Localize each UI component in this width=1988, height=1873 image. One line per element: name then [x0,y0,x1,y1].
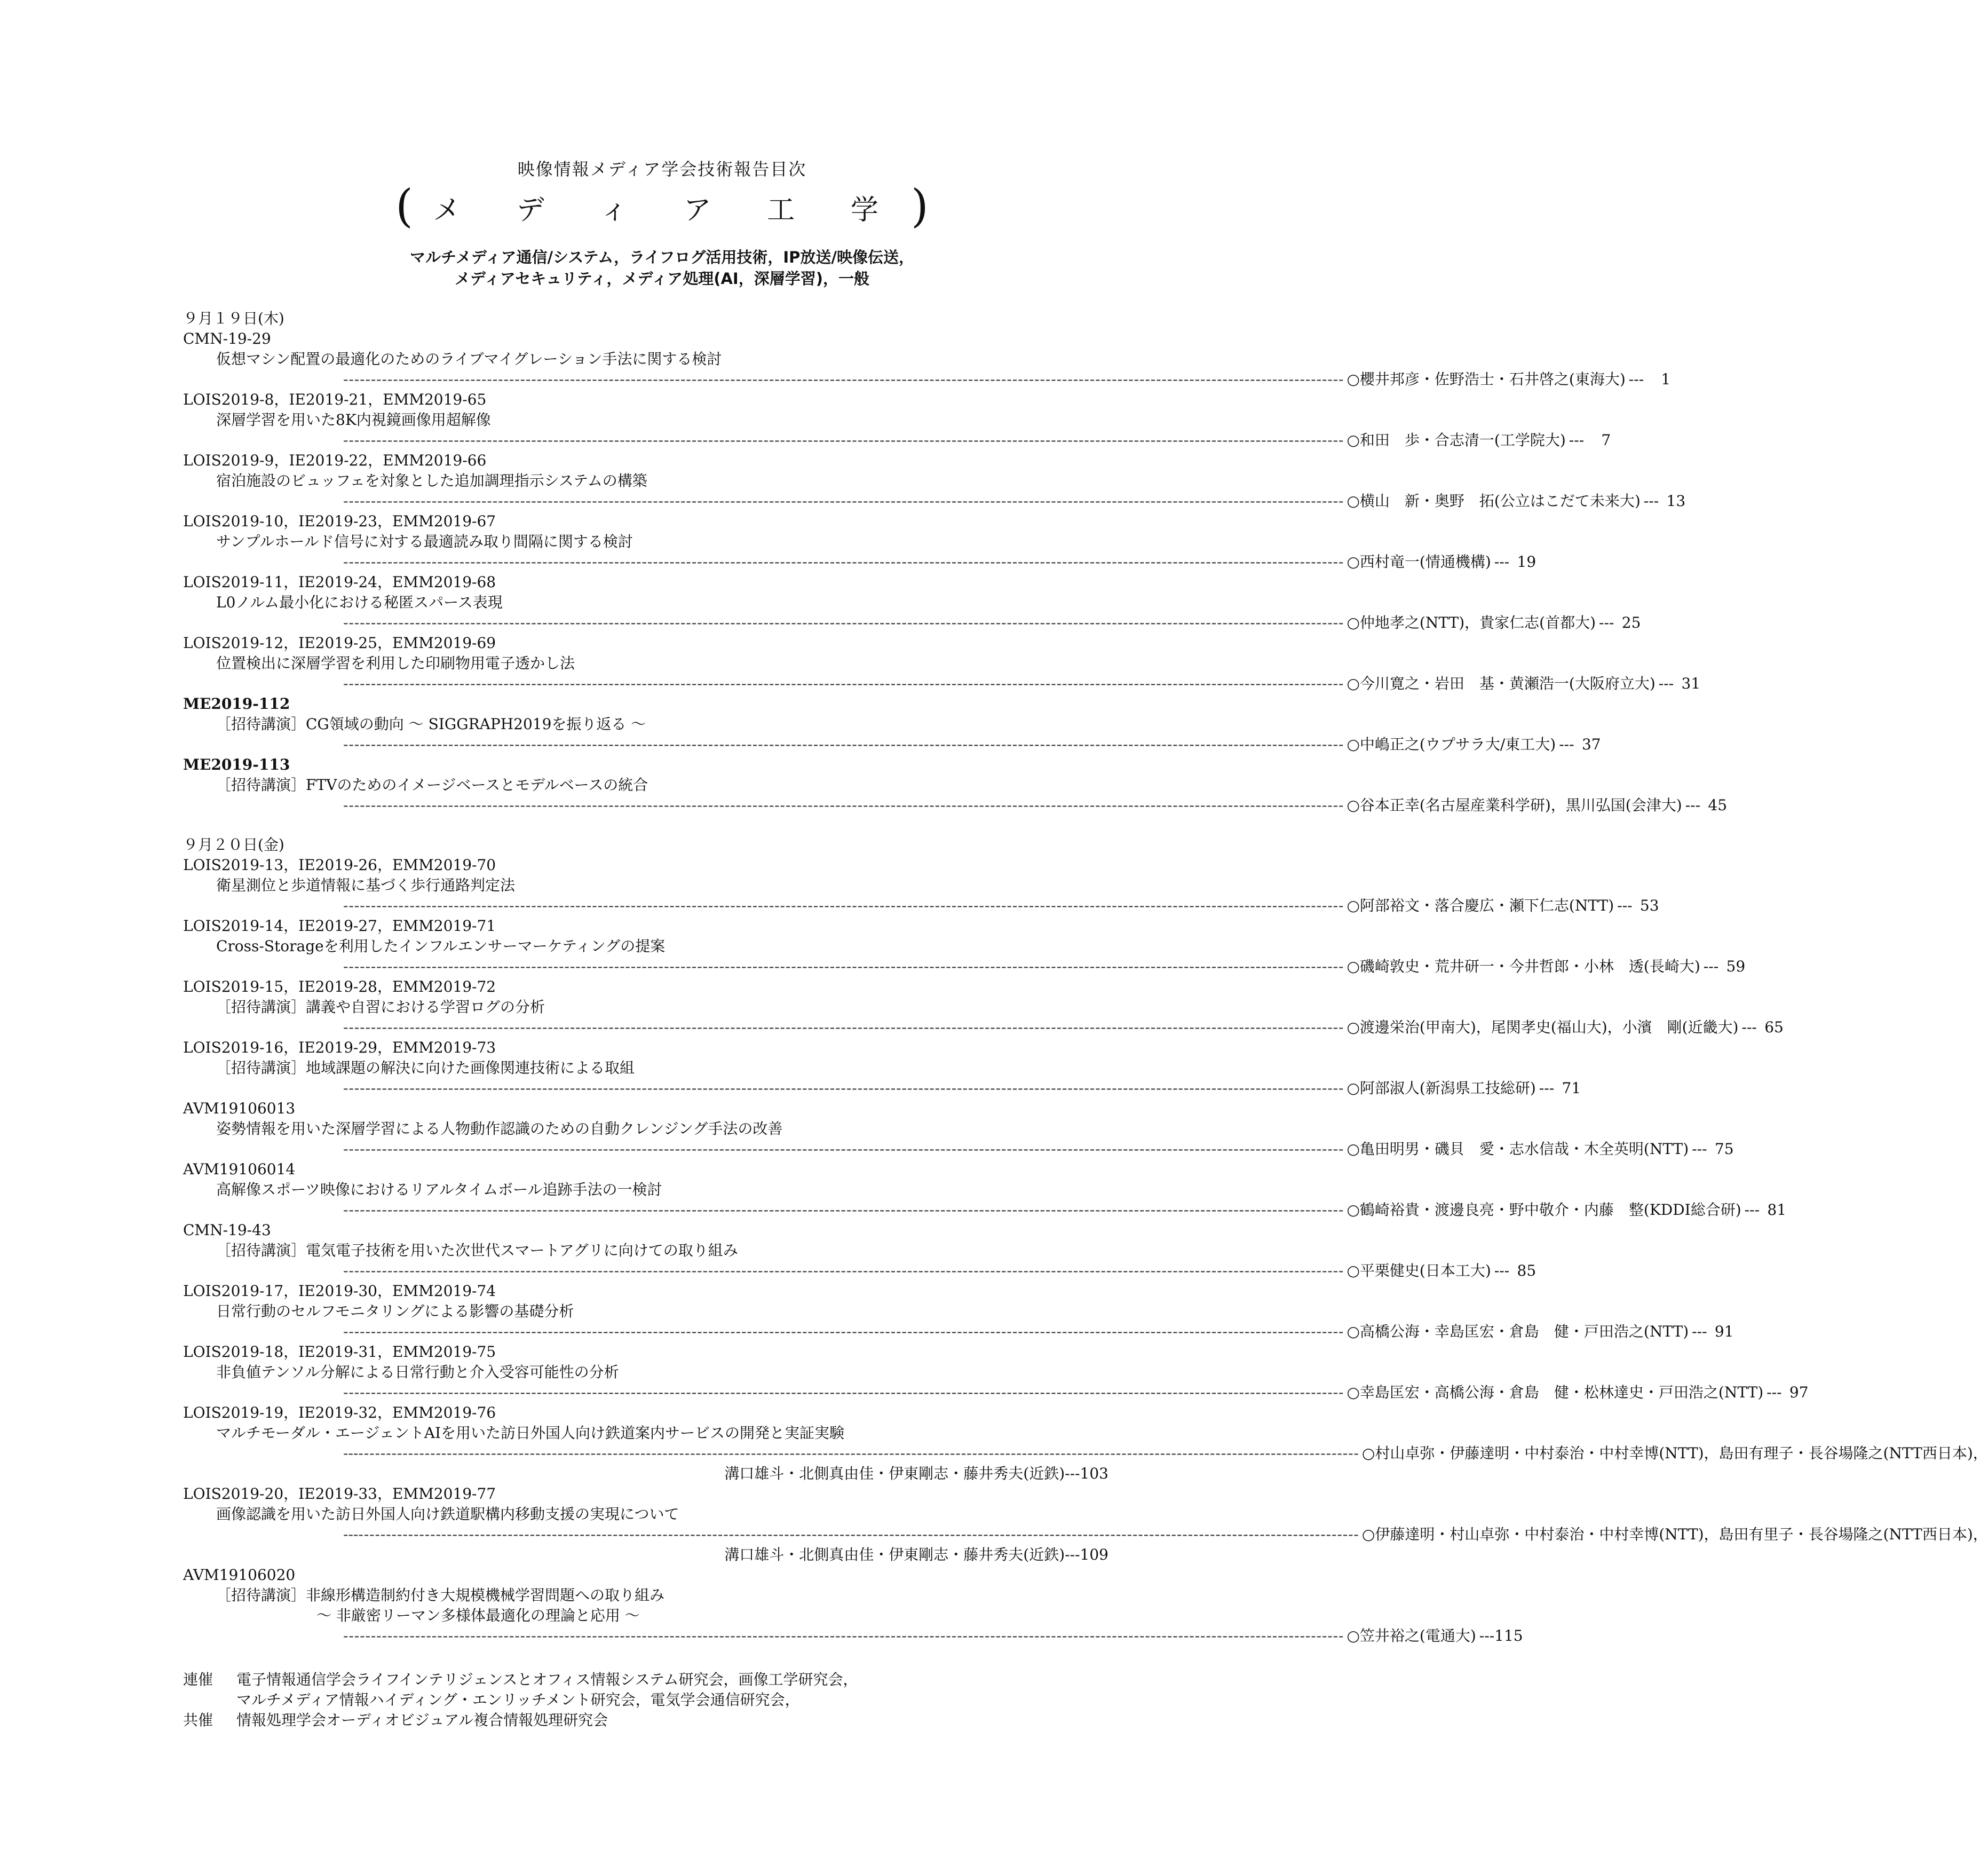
kyosai-text: 情報処理学会オーディオビジュアル複合情報処理研究会 [236,1711,608,1729]
toc-entry [183,1159,1787,1220]
entry-page: 109 [1080,1546,1108,1563]
renkai-text: 電子情報通信学会ライフインテリジェンスとオフィス情報システム研究会，画像工学研究会， [236,1671,858,1688]
entry-authors-row: - - - ○笠井裕之(電通大) ---115 [183,1626,1138,1646]
entry-code: CMN-19-29 [183,330,271,347]
entry-code: LOIS2019-20，IE2019-33，EMM2019-77 [183,1485,496,1503]
leader-dots [183,1017,1342,1038]
leader-dots [183,957,1342,977]
entry-authors-row: - - - ○仲地孝之(NTT)，貴家仁志(首都大) --- 25 [183,613,1138,633]
entry-title: 高解像スポーツ映像におけるリアルタイムボール追跡手法の一検討 [216,1181,662,1198]
leader-dots [183,795,1342,816]
leader-dots-short: --- - - - [183,1443,1357,1464]
entry-code: LOIS2019-11，IE2019-24，EMM2019-68 [183,573,496,591]
leader-dots [183,491,1342,511]
entry-authors: ○阿部裕文・落合慶広・瀬下仁志(NTT) [1347,897,1614,914]
toc-entry [183,1098,1734,1159]
entry-title: ［招待講演］地域課題の解決に向けた画像関連技術による取組 [216,1059,635,1077]
entry-authors-row: - - - ○櫻井邦彦・佐野浩士・石井啓之(東海大) --- 1 [183,369,1138,390]
entry-title: 非負値テンソル分解による日常行動と介入受容可能性の分析 [216,1363,619,1381]
entry-authors-row: - - - ○高橋公海・幸島匡宏・倉島 健・戸田浩之(NTT) --- 91 [183,1322,1138,1342]
leader-dots [183,430,1342,451]
leader-dots [183,896,1342,916]
entry-authors: ○櫻井邦彦・佐野浩士・石井啓之(東海大) [1347,370,1626,388]
entry-title: ［招待講演］CG領域の動向 〜 SIGGRAPH2019を振り返る 〜 [216,715,646,733]
entry-authors: ○今川寛之・岩田 基・黄瀬浩一(大阪府立大) [1347,675,1656,692]
entry-title: 位置検出に深層学習を利用した印刷物用電子透かし法 [216,654,575,672]
leader-dots [183,613,1342,633]
leader-dots [183,552,1342,572]
entry-authors: ○平栗健史(日本工大) [1347,1262,1491,1279]
entry-code: LOIS2019-16，IE2019-29，EMM2019-73 [183,1039,496,1056]
entry-code: AVM19106020 [183,1566,296,1584]
toc-entry [183,694,1601,755]
leader-dots [183,1382,1342,1403]
footer [183,1670,1138,1730]
footer-renkai [183,1670,1138,1690]
leader-dots [183,1261,1342,1281]
entry-page: 75 [1714,1140,1734,1158]
entry-page: 37 [1581,736,1601,753]
footer-kyosai [183,1710,1138,1730]
main-title [395,180,929,232]
leader-dots [183,1078,1342,1098]
kyosai-label: 共催 [183,1711,213,1729]
entry-page: 45 [1708,796,1728,814]
entry-authors: ○渡邊栄治(甲南大)，尾関孝史(福山大)，小濱 剛(近畿大) [1347,1018,1739,1036]
entry-page: 115 [1494,1627,1523,1645]
table-of-contents [183,309,1988,1646]
toc-entry [183,755,1728,816]
entry-code: LOIS2019-18，IE2019-31，EMM2019-75 [183,1343,496,1361]
toc-entry [183,855,1659,916]
entry-authors: ○仲地孝之(NTT)，貴家仁志(首都大) [1347,614,1596,631]
toc-entry [183,916,1746,977]
entry-authors: 溝口雄斗・北側真由佳・伊東剛志・藤井秀夫(近鉄) [724,1465,1065,1482]
entry-authors: ○村山卓弥・伊藤達明・中村泰治・中村幸博(NTT)，島田有理子・長谷場隆之(NTT西日本)， [1361,1444,1988,1462]
entry-authors: ○横山 新・奥野 拓(公立はこだて未来大) [1347,492,1641,510]
toc-entry [183,1281,1734,1342]
entry-authors-row: - - - ○和田 歩・合志清一(工学院大) --- 7 [183,430,1138,451]
entry-authors: ○伊藤達明・村山卓弥・中村泰治・中村幸博(NTT)，島田有里子・長谷場隆之(NTT西日本)， [1361,1526,1988,1543]
entry-authors-row: - - - ○鶴崎裕貴・渡邊良亮・野中敬介・内藤 整(KDDI総合研) --- 81 [183,1200,1138,1220]
entry-page: 31 [1681,675,1701,692]
entry-code: LOIS2019-12，IE2019-25，EMM2019-69 [183,634,496,652]
entry-authors: ○幸島匡宏・高橋公海・倉島 健・松林達史・戸田浩之(NTT) [1347,1384,1764,1401]
entry-page: 97 [1789,1384,1809,1401]
entry-title: サンプルホールド信号に対する最適読み取り間隔に関する検討 [216,533,633,550]
entry-authors: 溝口雄斗・北側真由佳・伊東剛志・藤井秀夫(近鉄) [724,1546,1065,1563]
entry-page: 85 [1517,1262,1536,1279]
entry-authors: ○笠井裕之(電通大) [1347,1627,1476,1645]
entry-title: 画像認識を用いた訪日外国人向け鉄道駅構内移動支援の実現について [216,1505,679,1523]
leader-dots [183,1626,1342,1646]
entry-code: LOIS2019-8，IE2019-21，EMM2019-65 [183,391,487,408]
entry-code: LOIS2019-19，IE2019-32，EMM2019-76 [183,1404,496,1421]
toc-entry [183,633,1701,694]
entry-authors-row: - - - ○渡邊栄治(甲南大)，尾関孝史(福山大)，小濱 剛(近畿大) --- 65 [183,1017,1138,1038]
entry-page: 1 [1661,370,1671,388]
entry-authors-row: - - - ○中嶋正之(ウプサラ大/東工大) --- 37 [183,734,1138,755]
leader-dots [183,1322,1342,1342]
entry-title: ［招待講演］FTVのためのイメージベースとモデルベースの統合 [216,776,648,794]
entry-title: マルチモーダル・エージェントAIを用いた訪日外国人向け鉄道案内サービスの開発と実証実験 [216,1424,845,1442]
entry-authors-row: 溝口雄斗・北側真由佳・伊東剛志・藤井秀夫(近鉄)---109 [724,1546,1108,1563]
toc-entry [183,329,1671,390]
entry-page: 7 [1601,431,1611,449]
entry-authors: ○阿部淑人(新潟県工技総研) [1347,1079,1536,1097]
subtitle-line: マルチメディア通信/システム，ライフログ活用技術，IP放送/映像伝送， [410,248,914,266]
right-brace-icon: ) [911,180,929,232]
entry-authors-row: - - - ○幸島匡宏・高橋公海・倉島 健・松林達史・戸田浩之(NTT) --- 97 [183,1382,1138,1403]
entry-authors-row: - - - ○磯崎敦史・荒井研一・今井哲郎・小林 透(長崎大) --- 59 [183,957,1138,977]
entry-code: LOIS2019-13，IE2019-26，EMM2019-70 [183,856,496,874]
entry-authors-row: - - - ○西村竜一(情通機構) --- 19 [183,552,1138,572]
entry-code: LOIS2019-10，IE2019-23，EMM2019-67 [183,512,496,530]
toc-entry [183,1484,1988,1565]
leader-dots [183,369,1342,390]
leader-dots [183,674,1342,694]
entry-title: Cross-Storageを利用したインフルエンサーマーケティングの提案 [216,937,666,955]
leader-dots-short: --- - - - [183,1524,1357,1545]
entry-authors-row: - - - ○今川寛之・岩田 基・黄瀬浩一(大阪府立大) --- 31 [183,674,1138,694]
entry-code: AVM19106013 [183,1100,296,1117]
entry-code: ME2019-112 [183,695,290,713]
entry-title: ［招待講演］非線形構造制約付き大規模機械学習問題への取り組み [216,1586,665,1604]
subtitle-line: メディアセキュリティ，メディア処理(AI，深層学習)，一般 [455,270,869,288]
entry-authors-row [183,1524,1988,1545]
toc-entry [183,511,1536,572]
main-title-area [0,180,1324,232]
toc-entry [183,1565,1523,1646]
entry-code: ME2019-113 [183,756,290,773]
entry-title: ［招待講演］電気電子技術を用いた次世代スマートアグリに向けての取り組み [216,1242,738,1259]
entry-authors: ○亀田明男・磯貝 愛・志水信哉・木全英明(NTT) [1347,1140,1689,1158]
entry-title: ［招待講演］講義や自習における学習ログの分析 [216,998,545,1016]
day1-date: ９月１９日(木) [183,310,284,327]
entry-page: 19 [1517,553,1536,571]
entry-code: LOIS2019-17，IE2019-30，EMM2019-74 [183,1282,496,1300]
leader-dots [183,734,1342,755]
entry-title: L0ノルム最小化における秘匿スパース表現 [216,594,503,611]
toc-entry [183,1342,1809,1403]
header [0,156,1324,180]
entry-page: 65 [1764,1018,1784,1036]
report-title: 映像情報メディア学会技術報告目次 [517,159,807,179]
entry-subtitle: 〜 非厳密リーマン多様体最適化の理論と応用 〜 [316,1607,640,1624]
entry-title: 宿泊施設のビュッフェを対象とした追加調理指示システムの構築 [216,472,647,489]
entry-authors-row: 溝口雄斗・北側真由佳・伊東剛志・藤井秀夫(近鉄)---103 [724,1465,1108,1482]
leader-dots [183,1200,1342,1220]
entry-page: 91 [1714,1323,1734,1340]
entry-authors: ○和田 歩・合志清一(工学院大) [1347,431,1566,449]
toc-entry [183,451,1686,511]
entry-authors-row: - - - ○阿部淑人(新潟県工技総研) --- 71 [183,1078,1138,1098]
entry-authors: ○西村竜一(情通機構) [1347,553,1491,571]
entry-authors: ○中嶋正之(ウプサラ大/東工大) [1347,736,1556,753]
day2-date: ９月２０日(金) [183,836,284,853]
toc-entry [183,1220,1536,1281]
entry-title: 深層学習を用いた8K内視鏡画像用超解像 [216,411,491,429]
entry-page: 71 [1562,1079,1581,1097]
entry-authors-row: - - - ○平栗健史(日本工大) --- 85 [183,1261,1138,1281]
entry-title: 衛星測位と歩道情報に基づく歩行通路判定法 [216,876,516,894]
left-brace-icon: ( [395,180,413,232]
entry-page: 59 [1726,958,1746,975]
entry-authors-row: - - - ○横山 新・奥野 拓(公立はこだて未来大) --- 13 [183,491,1138,511]
entry-title: 仮想マシン配置の最適化のためのライブマイグレーション手法に関する検討 [216,350,722,368]
toc-entry [183,572,1641,633]
entry-page: 81 [1767,1201,1787,1219]
footer-renkai-cont: マルチメディア情報ハイディング・エンリッチメント研究会，電気学会通信研究会， [236,1691,800,1709]
entry-authors-row: - - - ○阿部裕文・落合慶広・瀬下仁志(NTT) --- 53 [183,896,1138,916]
subtitle [0,247,1324,289]
entry-authors: ○鶴崎裕貴・渡邊良亮・野中敬介・内藤 整(KDDI総合研) [1347,1201,1741,1219]
toc-entry [183,1403,1988,1484]
entry-code: LOIS2019-15，IE2019-28，EMM2019-72 [183,978,496,995]
entry-code: LOIS2019-9，IE2019-22，EMM2019-66 [183,452,487,469]
renkai-label: 連催 [183,1671,213,1688]
entry-authors: ○高橋公海・幸島匡宏・倉島 健・戸田浩之(NTT) [1347,1323,1689,1340]
entry-authors-row: - - - ○亀田明男・磯貝 愛・志水信哉・木全英明(NTT) --- 75 [183,1139,1138,1159]
entry-page: 13 [1666,492,1686,510]
entry-code: LOIS2019-14，IE2019-27，EMM2019-71 [183,917,496,935]
entry-title: 日常行動のセルフモニタリングによる影響の基礎分析 [216,1302,574,1320]
entry-title: 姿勢情報を用いた深層学習による人物動作認識のための自動クレンジング手法の改善 [216,1120,783,1137]
toc-entry [183,1038,1581,1098]
entry-authors-row: - - - ○谷本正幸(名古屋産業科学研)，黒川弘国(会津大) --- 45 [183,795,1138,816]
toc-entry [183,977,1784,1038]
leader-dots [183,1139,1342,1159]
entry-code: CMN-19-43 [183,1221,271,1239]
entry-code: AVM19106014 [183,1160,296,1178]
entry-authors-row [183,1443,1988,1464]
entry-page: 53 [1639,897,1659,914]
entry-authors: ○谷本正幸(名古屋産業科学研)，黒川弘国(会津大) [1347,796,1682,814]
entry-authors: ○磯崎敦史・荒井研一・今井哲郎・小林 透(長崎大) [1347,958,1700,975]
entry-page: 25 [1621,614,1641,631]
toc-entry [183,390,1611,451]
entry-page: 103 [1080,1465,1108,1482]
main-title-text: メ デ ィ ア 工 学 [433,194,902,226]
